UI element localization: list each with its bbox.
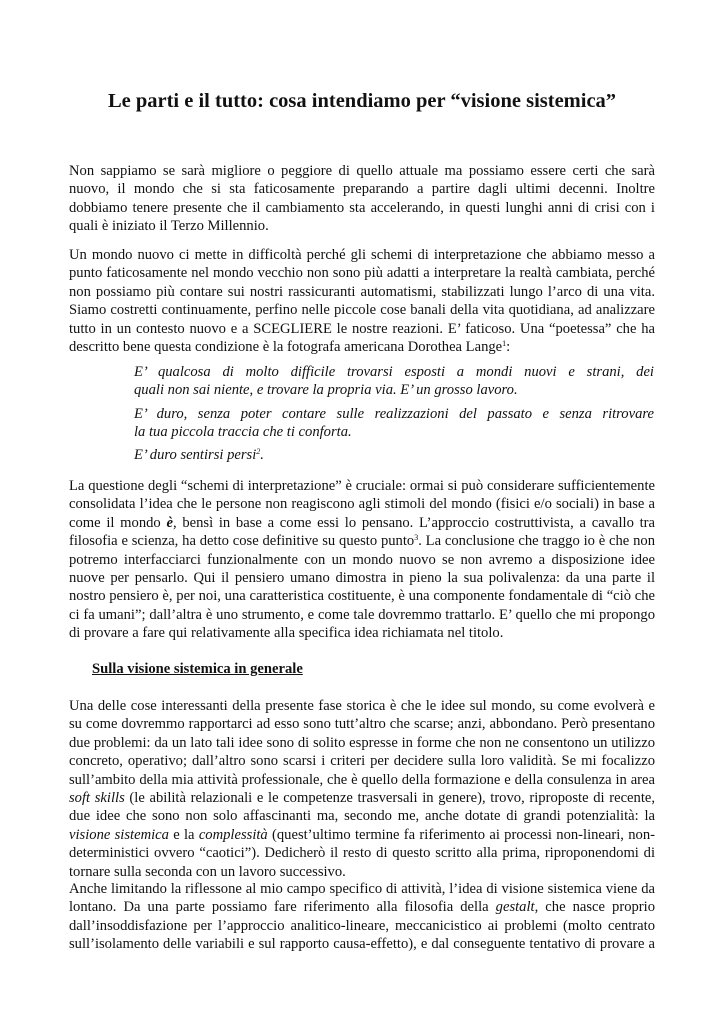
text-line: non possiamo più contare sui nostri rassicuranti automatismi, stabilizzati lungo l’arco di una vita. (69, 283, 655, 300)
text-line: Siamo costretti continuamente, perfino nelle piccole cose banali della vita quotidiana, ad analizzare (69, 302, 655, 319)
text-fragment: . La conclusione che traggo io è che non (418, 533, 655, 550)
emphasis: complessità (198, 826, 268, 843)
quote-line (134, 446, 654, 464)
text-fragment: , bensì in base a come essi lo pensano. L’approccio costruttivista, a cavallo tra (172, 514, 655, 531)
text-line: nuovo, il mondo che si sta faticosamente preparando a partire dagli ultimi decenni. Inoltre (69, 181, 655, 198)
text-line (69, 826, 655, 844)
footnote-ref-2[interactable]: 2 (256, 447, 261, 456)
text-fragment: filosofia e scienza, ha detto cose definitive su questo punto (69, 533, 415, 550)
text-line: concreto, operativo; dall’altro sono scarsi i criteri per decidere sulla loro validità. Se mi focalizzo (69, 753, 655, 770)
text-fragment: : (506, 339, 511, 356)
emphasis: soft skills (69, 790, 125, 807)
text-fragment: come il mondo (69, 514, 167, 531)
text-line: nuove per pensarlo. Qui il pensiero umano dimostra in pieno la sua polivalenza: da una parte il (69, 570, 655, 587)
text-line: due idee che sono non solo affascinanti ma, secondo me, anche dotate di grandi potenzialità: la (69, 808, 655, 825)
quote-line: E’ duro, senza poter contare sulle realizzazioni del passato e senza ritrovare (134, 406, 654, 422)
text-line: consolidata l’idea che le persone non reagiscono agli stimoli del mondo (fisici e/o sociali) in base a (69, 496, 655, 513)
section-heading: Sulla visione sistemica in generale (92, 661, 303, 677)
text-fragment: E’ duro sentirsi persi (134, 447, 257, 463)
text-line: dobbiamo tenere presente che il cambiamento sta accelerando, in questi lunghi anni di crisi con i (69, 199, 655, 216)
footnote-ref-3[interactable]: 3 (414, 533, 419, 543)
text-line: due problemi: da un lato tali idee sono di solito espresse in forme che non ne consentono un utilizzo (69, 734, 655, 751)
text-fragment: (le abilità relazionali e le competenze trasversali in genere), trovo, riproposte di recente, (124, 790, 656, 807)
quote-lange-2 (134, 405, 654, 442)
quote-line: la tua piccola traccia che ti conforta. (134, 424, 352, 441)
text-line: Una delle cose interessanti della presente fase storica è che le idee sul mondo, su come evolverà e (69, 698, 655, 714)
text-line: ci fa umani”; dall’altra è uno strumento, e come tale dovremmo trattarlo. E’ quello che mi propongo (69, 606, 655, 623)
emphasis: visione sistemica (69, 826, 169, 843)
text-fragment: descritto bene questa condizione è la fotografa americana Dorothea Lange (69, 339, 503, 356)
text-line: quali è iniziato il Terzo Millennio. (69, 218, 269, 235)
quote-line: E’ qualcosa di molto difficile trovarsi esposti a mondi nuovi e strani, dei (134, 364, 654, 380)
text-line (69, 532, 655, 550)
paragraph-schemes (69, 477, 655, 643)
document-title: Le parti e il tutto: cosa intendiamo per “visione sistemica” (107, 90, 617, 112)
text-line: sull’ambito della mia attività professionale, che è quello della formazione e della consulenza in area (69, 771, 655, 788)
paragraph-systemic-vision (69, 697, 655, 881)
text-line: su come dovremmo rapportarci ad esso sono tutt’altro che scarse; anzi, abbondano. Però presentano (69, 716, 655, 733)
text-fragment: e la (168, 826, 199, 843)
text-line: deterministici ovvero “caotici”). Dedicherò il resto di questo scritto alla prima, riproponendomi di (69, 845, 655, 862)
quote-line: quali non sai niente, e trovare la propria via. E’ un grosso lavoro. (134, 382, 518, 399)
text-line: nostro pensiero è, per noi, una caratteristica costituente, è una componente fondamentale di “ciò che (69, 588, 655, 605)
text-line (69, 789, 655, 807)
text-line: La questione degli “schemi di interpretazione” è cruciale: ormai si può considerare sufficientemente (69, 478, 655, 494)
text-line (69, 514, 655, 532)
text-line (69, 898, 655, 916)
quote-lange-1 (134, 363, 654, 400)
text-fragment: , che nasce proprio (534, 899, 656, 916)
text-fragment: . (260, 447, 264, 463)
text-line: tutto in un contesto nuovo e a SCEGLIERE le nostre reazioni. E’ faticoso. Una “poetessa” che ha (69, 320, 655, 337)
text-line: tornare sulla seconda con un lavoro successivo. (69, 863, 346, 880)
text-fragment: lontano. Da una parte possiamo fare riferimento alla filosofia della (69, 899, 496, 916)
paragraph-intro (69, 162, 655, 236)
text-line: sull’isolamento delle variabili e sul rapporto causa-effetto), e dal conseguente tentativo di provare a (69, 936, 655, 953)
text-line: punto faticosamente nel mondo vecchio non sono più adatti a interpretare la realtà cambiata, perché (69, 265, 655, 282)
footnote-ref-1[interactable]: 1 (502, 339, 507, 349)
text-line: Anche limitando la riflessone al mio campo specifico di attività, l’idea di visione sistemica viene da (69, 881, 655, 897)
text-line (69, 338, 655, 356)
text-line: dall’insoddisfazione per l’approccio analitico-lineare, meccanicistico ai problemi (molto centrato (69, 917, 655, 934)
paragraph-new-world (69, 246, 655, 356)
text-line: Non sappiamo se sarà migliore o peggiore di quello attuale ma possiamo essere certi che sarà (69, 163, 655, 179)
text-fragment: (quest’ultimo termine fa riferimento ai processi non-lineari, non- (267, 826, 655, 843)
quote-lange-3 (134, 446, 654, 464)
text-line: potremo interfacciarci funzionalmente con un mondo nuovo se non avremo a disposizione idee (69, 551, 655, 568)
emphasis: è (166, 514, 173, 531)
text-line: Un mondo nuovo ci mette in difficoltà perché gli schemi di interpretazione che abbiamo messo a (69, 247, 655, 263)
emphasis: gestalt (495, 899, 535, 916)
paragraph-gestalt (69, 880, 655, 954)
text-line: di provare a fare qui relativamente alla specifica idea richiamata nel titolo. (69, 625, 504, 642)
